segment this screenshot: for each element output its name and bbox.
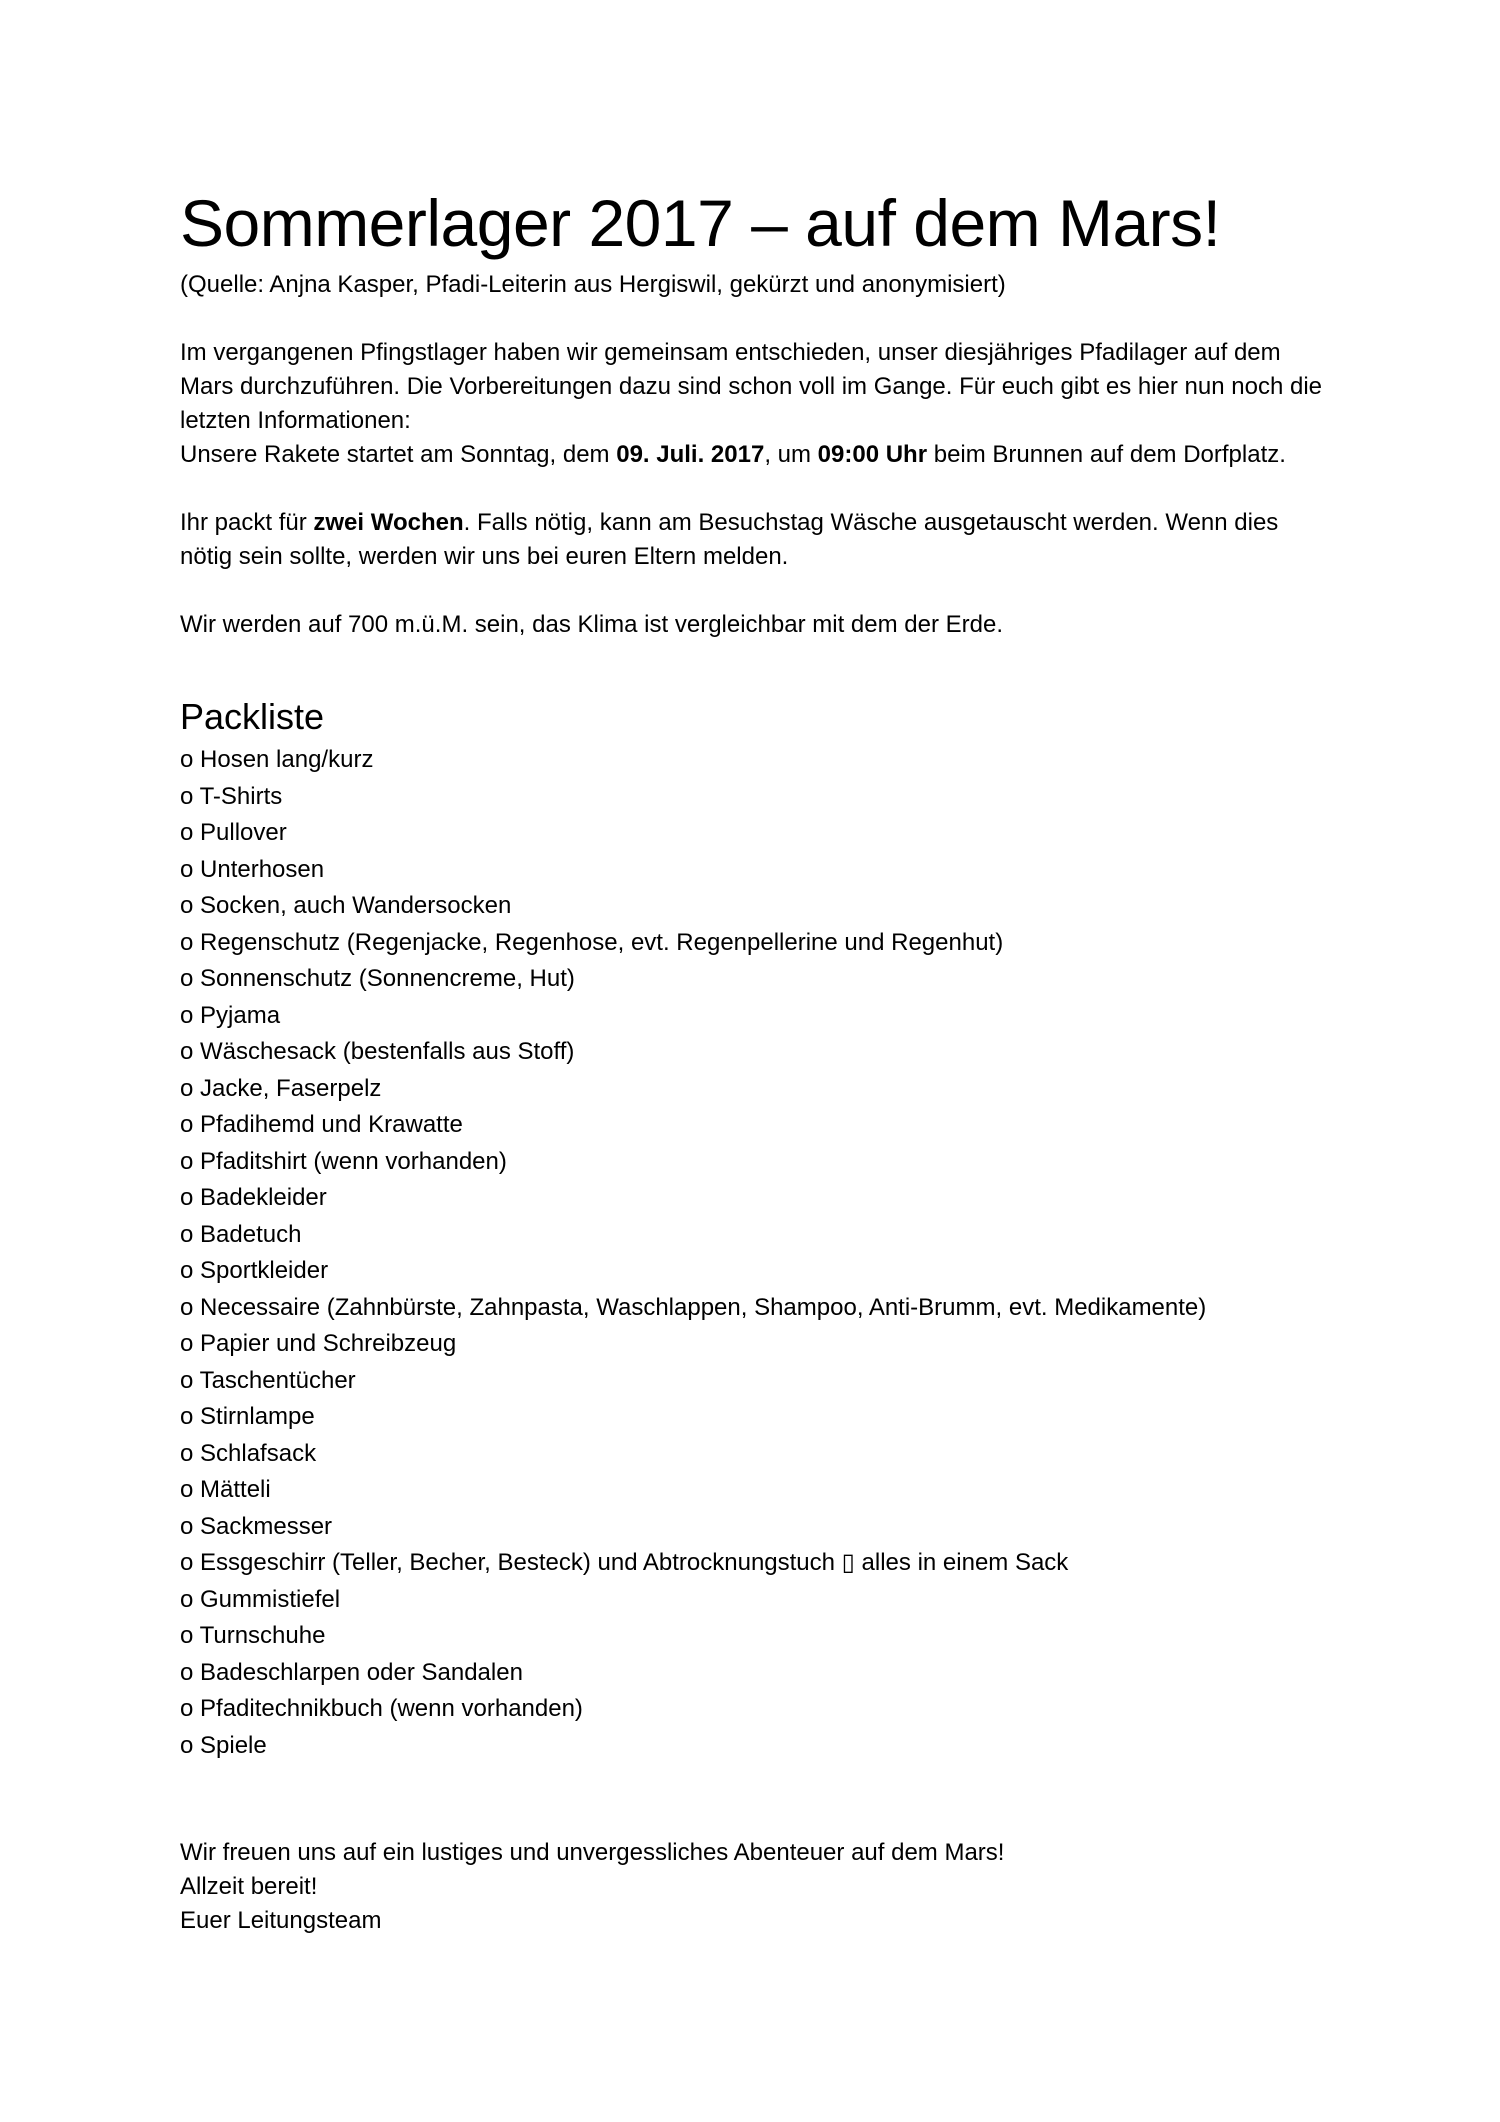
start-info	[180, 438, 1330, 472]
packlist-item: o Socken, auch Wandersocken	[180, 892, 512, 919]
document-page	[180, 178, 1330, 1938]
duration-weeks: zwei Wochen	[313, 509, 464, 536]
intro-paragraph: Im vergangenen Pfingstlager haben wir gemeinsam entschieden, unser diesjähriges Pfadilager auf dem Mars durchzuführen. Die Vorbereitungen dazu sind schon voll im Gange. Für euch gibt es hier nun noch die letzten Informationen:	[180, 339, 1322, 434]
closing-line-2: Allzeit bereit!	[180, 1873, 318, 1900]
packlist-item: o Badeschlarpen oder Sandalen	[180, 1658, 523, 1686]
spacer	[180, 574, 1330, 608]
packlist-item: o Pfaditechnikbuch (wenn vorhanden)	[180, 1695, 583, 1722]
packlist-item: o Papier und Schreibzeug	[180, 1330, 457, 1357]
packlist-item: o Sonnenschutz (Sonnencreme, Hut)	[180, 965, 575, 992]
closing-line-3: Euer Leitungsteam	[180, 1907, 382, 1934]
start-prefix: Unsere Rakete startet am Sonntag, dem	[180, 441, 617, 468]
source-note: (Quelle: Anjna Kasper, Pfadi-Leiterin aus Hergiswil, gekürzt und anonymisiert)	[180, 271, 1006, 298]
packlist-item: o Spiele	[180, 1731, 267, 1759]
packlist-item: o Necessaire (Zahnbürste, Zahnpasta, Waschlappen, Shampoo, Anti-Brumm, evt. Medikamente)	[180, 1293, 1207, 1321]
packlist	[180, 742, 1330, 1764]
packlist-item: o Sportkleider	[180, 1257, 329, 1284]
packlist-item: o Regenschutz (Regenjacke, Regenhose, evt. Regenpellerine und Regenhut)	[180, 928, 1004, 956]
packlist-item: o T-Shirts	[180, 782, 283, 810]
packlist-item: o Schlafsack	[180, 1439, 317, 1467]
start-time: 09:00 Uhr	[817, 441, 928, 468]
climate-paragraph: Wir werden auf 700 m.ü.M. sein, das Klima ist vergleichbar mit dem der Erde.	[180, 611, 1003, 638]
packlist-item: o Gummistiefel	[180, 1585, 341, 1613]
packlist-item: o Pyjama	[180, 1001, 281, 1029]
packlist-item: o Sackmesser	[180, 1512, 333, 1540]
duration-prefix: Ihr packt für	[180, 509, 314, 536]
packlist-item: o Essgeschirr (Teller, Becher, Besteck) und Abtrocknungstuch ▯ alles in einem Sack	[180, 1549, 1069, 1576]
packlist-item: o Pfaditshirt (wenn vorhanden)	[180, 1147, 507, 1175]
packlist-item: o Badetuch	[180, 1220, 302, 1248]
packlist-item: o Mätteli	[180, 1476, 271, 1503]
duration-suffix: . Falls nötig, kann am Besuchstag Wäsche ausgetauscht werden. Wenn dies nötig sein sollte, werden wir uns bei euren Eltern melden.	[180, 509, 1279, 570]
start-suffix: beim Brunnen auf dem Dorfplatz.	[927, 441, 1286, 468]
packlist-item: o Unterhosen	[180, 855, 325, 883]
packlist-title: Packliste	[180, 696, 325, 737]
duration-paragraph	[180, 506, 1330, 574]
start-date: 09. Juli. 2017	[616, 441, 765, 468]
packlist-item: o Badekleider	[180, 1184, 327, 1211]
packlist-item: o Turnschuhe	[180, 1622, 326, 1649]
packlist-item: o Pfadihemd und Krawatte	[180, 1111, 463, 1138]
packlist-item: o Jacke, Faserpelz	[180, 1074, 382, 1102]
packlist-item: o Wäschesack (bestenfalls aus Stoff)	[180, 1038, 575, 1065]
packlist-item: o Stirnlampe	[180, 1403, 315, 1430]
spacer	[180, 472, 1330, 506]
closing-line-1: Wir freuen uns auf ein lustiges und unvergessliches Abenteuer auf dem Mars!	[180, 1839, 1005, 1866]
start-mid: , um	[764, 441, 818, 468]
packlist-item: o Pullover	[180, 819, 287, 846]
document-title: Sommerlager 2017 – auf dem Mars!	[180, 186, 1221, 260]
packlist-item: o Hosen lang/kurz	[180, 746, 374, 773]
packlist-item: o Taschentücher	[180, 1366, 356, 1394]
closing-section	[180, 1836, 1330, 1938]
